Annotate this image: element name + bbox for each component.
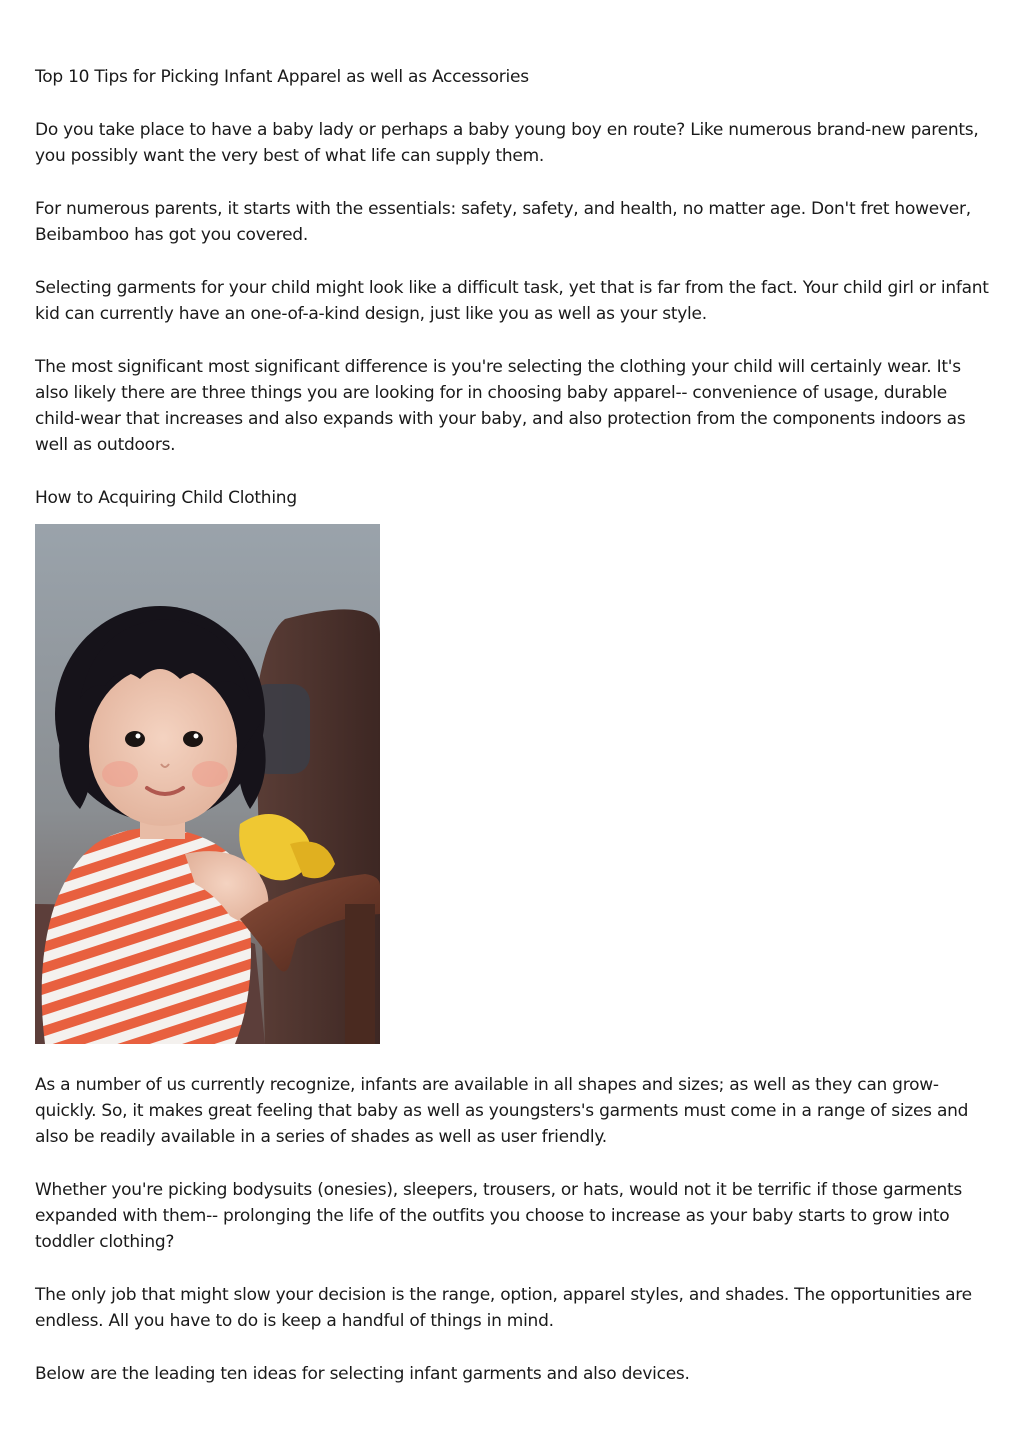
paragraph: Selecting garments for your child might look like a difficult task, yet that is far from the fact. Your child girl or infant kid can currently have an one-of-a-kind design, just like you as well as your style.: [35, 278, 989, 324]
paragraph: For numerous parents, it starts with the essentials: safety, safety, and health, no matter age. Don't fret however, Beibamboo has got you covered.: [35, 199, 971, 245]
section-heading: How to Acquiring Child Clothing: [35, 488, 297, 508]
paragraph: The most significant most significant difference is you're selecting the clothing your child will certainly wear. It's also likely there are three things you are looking for in choosing baby apparel-- convenience of usage, durable child-wear that increases and also expands with your baby, and also protection from the components indoors as well as outdoors.: [35, 357, 966, 455]
document-title: Top 10 Tips for Picking Infant Apparel as well as Accessories: [35, 67, 529, 87]
document-body: [35, 64, 995, 1414]
toddler-photo: [35, 524, 380, 1044]
paragraph: Whether you're picking bodysuits (onesies), sleepers, trousers, or hats, would not it be terrific if those garments expanded with them-- prolonging the life of the outfits you choose to increase as your baby starts to grow into toddler clothing?: [35, 1180, 963, 1252]
paragraph: Below are the leading ten ideas for selecting infant garments and also devices.: [35, 1364, 690, 1384]
paragraph: Do you take place to have a baby lady or perhaps a baby young boy en route? Like numerous brand-new parents, you possibly want the very best of what life can supply them.: [35, 120, 979, 166]
paragraph: The only job that might slow your decision is the range, option, apparel styles, and shades. The opportunities are endless. All you have to do is keep a handful of things in mind.: [35, 1285, 972, 1331]
paragraph: As a number of us currently recognize, infants are available in all shapes and sizes; as well as they can grow-quickly. So, it makes great feeling that baby as well as youngsters's garments must come in a range of sizes and also be readily available in a series of shades as well as user friendly.: [35, 1075, 969, 1147]
